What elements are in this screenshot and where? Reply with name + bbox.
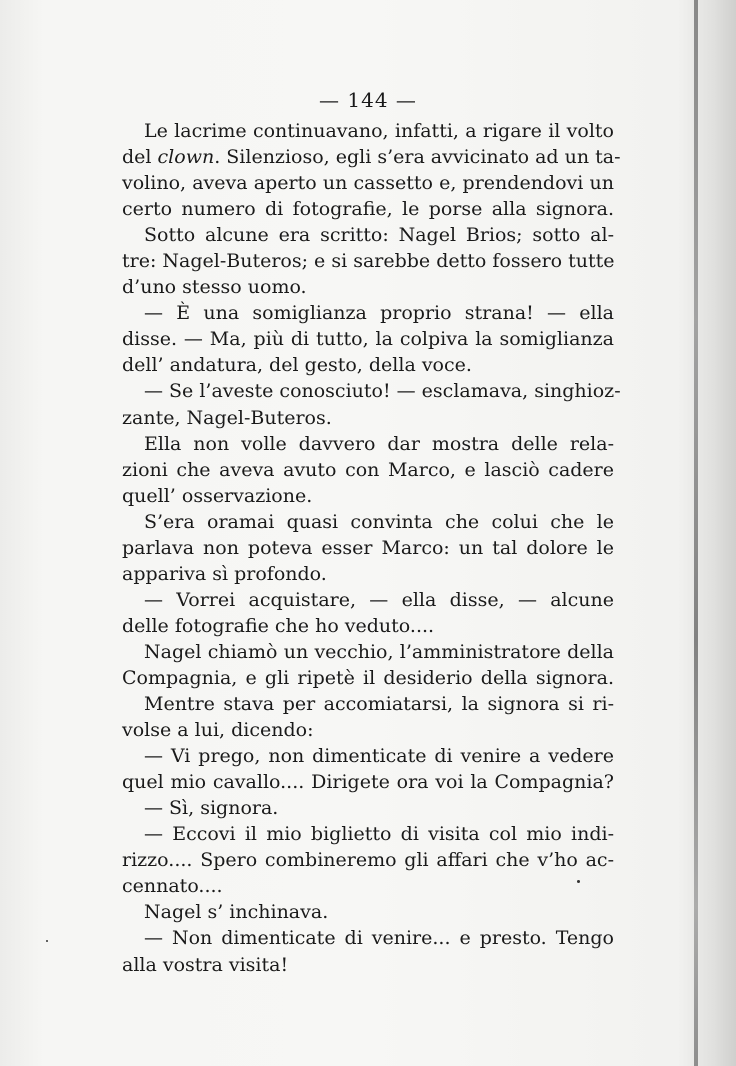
text-line: alla vostra visita!	[122, 953, 289, 976]
body-text	[122, 118, 621, 978]
ink-speck	[577, 880, 580, 883]
text-line: del clown. Silenzioso, egli s’era avvicinato ad un ta-	[122, 146, 621, 169]
text-line: Le lacrime continuavano, infatti, a rigare il volto	[144, 120, 614, 142]
text-line: zioni che aveva avuto con Marco, e lasciò cadere	[122, 458, 614, 481]
text-line: Ella non volle davvero dar mostra delle rela-	[144, 432, 614, 455]
text-line: — Vorrei acquistare, — ella disse, — alcune	[144, 588, 614, 611]
text-line: tre: Nagel-Buteros; e si sarebbe detto fossero tutte	[122, 250, 615, 273]
text-line: appariva sì profondo.	[122, 562, 327, 585]
text-line: certo numero di fotografie, le porse alla signora.	[122, 198, 614, 221]
text-line: — Non dimenticate di venire... e presto. Tengo	[144, 927, 614, 950]
text-line: — Se l’aveste conosciuto! — esclamava, singhioz-	[144, 380, 621, 403]
text-line: Sotto alcune era scritto: Nagel Brios; sotto al-	[144, 224, 614, 247]
text-line: quell’ osservazione.	[122, 484, 313, 507]
text-line: S’era oramai quasi convinta che colui che le	[144, 510, 614, 533]
page-edge-shadow	[694, 0, 698, 1066]
ink-speck	[46, 940, 48, 942]
text-line: — Eccovi il mio biglietto di visita col mio indi-	[144, 823, 614, 846]
text-line: delle fotografie che ho veduto....	[122, 614, 435, 637]
text-line: volino, aveva aperto un cassetto e, prendendovi un	[122, 172, 614, 195]
text-line: disse. — Ma, più di tutto, la colpiva la somiglianza	[122, 328, 614, 351]
page-number: — 144 —	[319, 88, 417, 112]
text-line: parlava non poteva esser Marco: un tal dolore le	[122, 536, 614, 559]
text-line: volse a lui, dicendo:	[122, 719, 314, 742]
text-line: zante, Nagel-Buteros.	[122, 406, 332, 429]
text-line: Compagnia, e gli ripetè il desiderio della signora.	[122, 666, 614, 689]
text-line: Nagel s’ inchinava.	[144, 901, 329, 924]
text-line: d’uno stesso uomo.	[122, 276, 307, 299]
text-line: quel mio cavallo.... Dirigete ora voi la Compagnia?	[122, 771, 614, 794]
text-line: — È una somiglianza proprio strana! — ella	[144, 302, 614, 325]
text-line: dell’ andatura, del gesto, della voce.	[122, 354, 472, 377]
text-line: Nagel chiamò un vecchio, l’amministratore della	[144, 640, 614, 663]
italic-word: clown	[157, 146, 215, 169]
text-line: rizzo.... Spero combineremo gli affari che v’ho ac-	[122, 849, 614, 872]
text-line: — Vi prego, non dimenticate di venire a vedere	[144, 745, 614, 768]
text-line: cennato....	[122, 875, 223, 898]
text-line: Mentre stava per accomiatarsi, la signora si ri-	[144, 693, 614, 716]
text-line: — Sì, signora.	[144, 797, 279, 820]
